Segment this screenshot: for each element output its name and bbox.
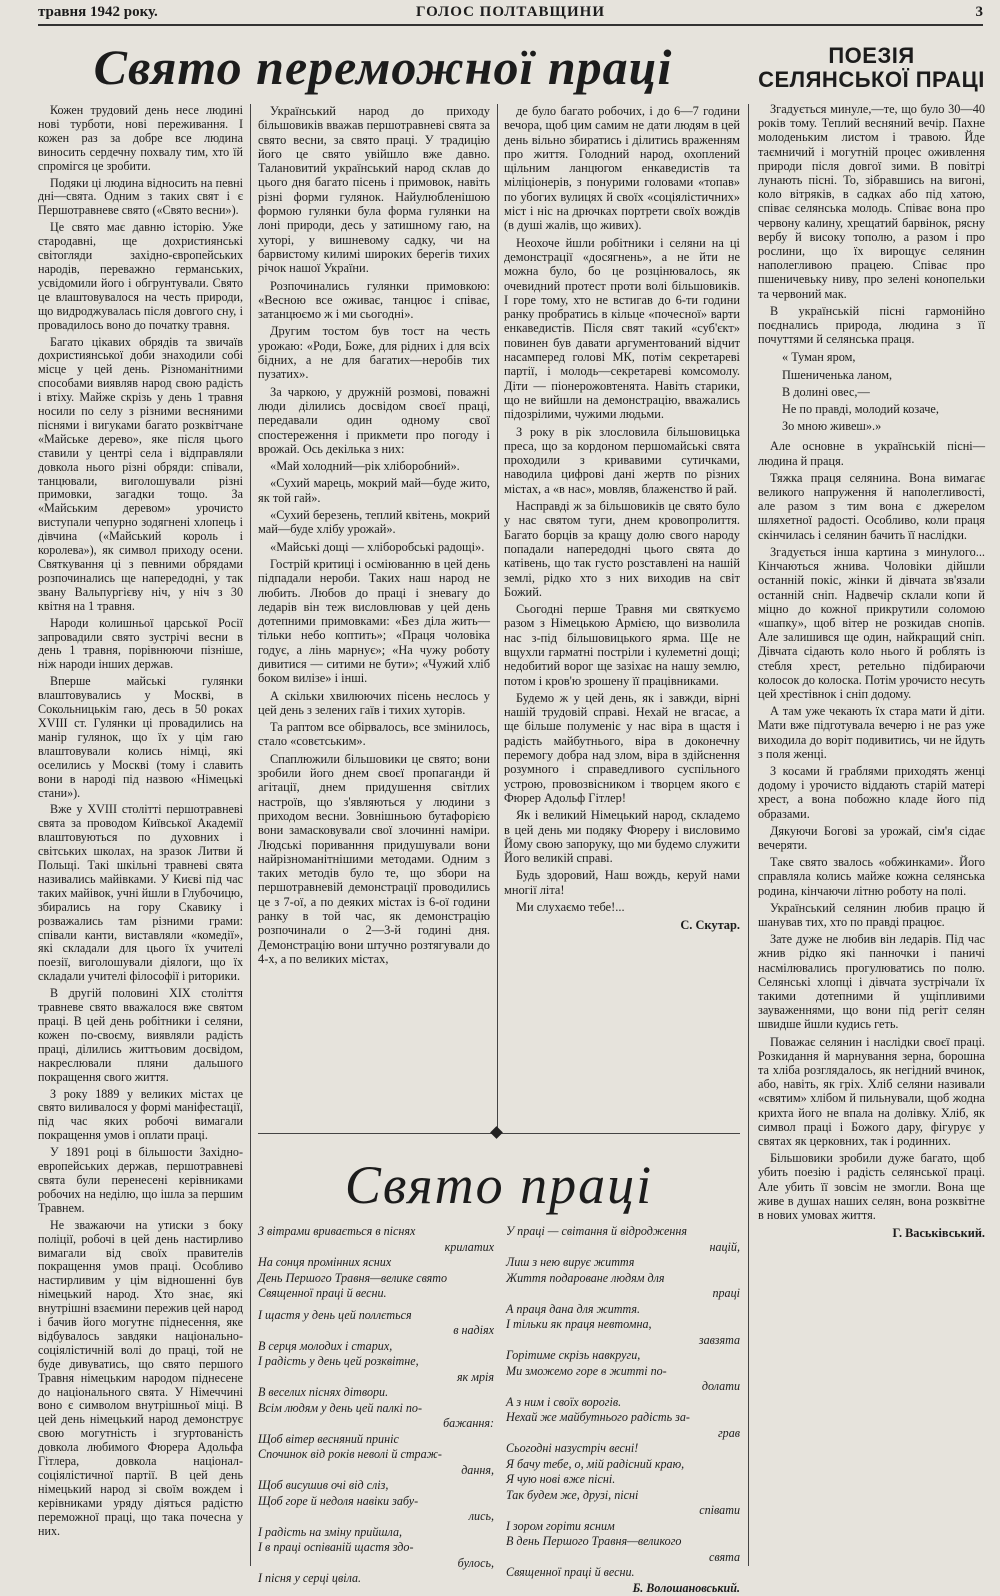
paragraph: Розпочинались гулянки примовкою: «Весною все оживає, танцює і співає, затанцюємо ж і ми сьогодні».	[258, 279, 490, 322]
folk-song-quote	[782, 350, 985, 433]
paragraph: Та раптом все обірвалось, все змінилось, стало «совєтським».	[258, 720, 490, 749]
paragraph: Вже у XVIII столітті першотравневі свята за проводом Київської Академії влаштовуються по духовних і світських школах, на зразок Литви й Польщі. Такі шкільні травневі свята називались майівками. У Києві під час таких майівок, учні йшли в Глубочицю, збирались на гору Скавику і розважались там різними грами: співали канти, виставляли «комедії», які складали для цього їх учителі поезії, виголошували діялоги, що їх складали учителі філософії і риторики.	[38, 803, 243, 984]
poem-line: праці	[506, 1286, 740, 1302]
poem-column-1	[258, 1224, 494, 1566]
poem-line: На сонця промінних ясних	[258, 1255, 494, 1271]
poetry-paragraphs-a	[758, 102, 985, 346]
poem-line: В серця молодих і старих,	[258, 1339, 494, 1355]
page-header	[38, 4, 983, 26]
paragraph: Більшовики зробили дуже багато, щоб убить поезію і радість селянської праці. Але убить її зовсім не змогли. Вона ще живе в душах наших селян, вона розквітне в нових умовах життя.	[758, 1151, 985, 1222]
poem-line: Горітиме скрізь навкруги,	[506, 1348, 740, 1364]
poem-column-2-lines	[506, 1224, 740, 1581]
verse-line: Пшениченька ланом,	[782, 368, 985, 382]
poem-line: долати	[506, 1379, 740, 1395]
poem-line: націй,	[506, 1240, 740, 1256]
poem-line: День Першого Травня—велике свято	[258, 1271, 494, 1287]
poem-line: І радість у день цей розквітне,	[258, 1354, 494, 1370]
poem-line: І щастя у день цей поллється	[258, 1308, 494, 1324]
poem-line: в надіях	[258, 1323, 494, 1339]
paragraph: Український народ до приходу більшовиків вважав першотравневі свята за свято весни, за свято праці. У традицію його це свято увійшло вже давно. Талановитий український народ склав до цього дня багато пісень і примовок, навіть різні форми гулянок. Найулюбленішою формою гулянки була форма гулянки на лоні природи, десь у затишному гаю, на хуторі, у вишневому садку, чи на барвистому килимі широких берегів тихих річок нашої України.	[258, 104, 490, 276]
article-column-2	[258, 104, 490, 1129]
poetry-article-column	[758, 104, 985, 1566]
paragraph: Гострій критиці і осміюванню в цей день підпадали нероби. Таких наш народ не любить. Любов до праці і зневагу до ледарів він теж висловлював у цей день дотепними примовками: «Без діла жить—тільки небо коптить»; «Праця чоловіка годує, а лінь марнує»; «На чужу роботу дивитися — ситими не бути»; «Чужий хліб боком вилізе» і інші.	[258, 557, 490, 686]
paragraph: Згадується минуле,—те, що було 30—40 років тому. Теплий весняний вечір. Пахне молоденьким листом і травою. Йде таємничий і могутній процес оживлення природи після довгої зими. В повітрі лунають пісні. То, зібравшись на вигоні, коло вітряків, в садках або під хатою, співає селянська молодь. Співає вона про червону калину, хрещатий барвінок, рясну вербу й високу тополю, а разом і про рослини, що їх вирощує селянин наполегливою працею. Співає про пшеничевьку ниву, про зелені конопельки та червоний мак.	[758, 102, 985, 301]
paragraph: де було багато робочих, і до 6—7 години вечора, щоб цим самим не дати людям в цей день вільно збиратись і ділитись враженням про життя. Голодний народ, охоплений щільним ланцюгом енкаведистів та міліціонерів, з понурими головами «топав» по убогих вулицях й своїх «соціялістичних» міст і ніс на дрючках портрети своїх вождів (в душі жалів, що живих).	[504, 104, 740, 233]
poem-line: Спочинок від років неволі й страж-	[258, 1447, 494, 1463]
paragraph: Це свято має давню історію. Уже стародавні, ще дохристиянські світогляди західно-європейських народів, переважно германських, усвідомили його і обгрунтували. Свято це влаштовувалося на честь природи, що видроджувалась після довгого сну, і провадилось воно до початку травня.	[38, 221, 243, 332]
poem-line: І тільки як праця невтомна,	[506, 1317, 740, 1333]
paragraph: Ми слухаємо тебе!...	[504, 900, 740, 914]
paragraph: Неохоче йшли робітники і селяни на ці демонстрації «досягнень», а не йти не можна було, бо це розцінювалось, як очевидний протест проти волі більшовиків. І горе тому, хто не встигав до 6-ти години ранку пробратись в кільце «почесної» варти енкаведистів. Після свят такий «суб'єкт» повинен був давати аргументований відчит насамперед голові МК, потім секретареві партії, і молодь—секретареві комсомолу. Діти — піонерожовтенята. Навіть старики, що не вийшли на демонстрацію, вважались підозрілими, чужими людьми.	[504, 236, 740, 422]
paragraph: Зате дуже не любив він ледарів. Під час жнив рідко які панночки і паничі насмілювались прогулюватись по полю. Селянські хлопці і дівчата зустрічали їх такими дотепними й ущіпливими зауваженнями, що вони під регіт селян швидше йшли кудись геть.	[758, 932, 985, 1031]
poem-line: У праці — світання й відродження	[506, 1224, 740, 1240]
verse-line: В долині овес,—	[782, 385, 985, 399]
poem-line: Щоб вітер весняний приніс	[258, 1432, 494, 1448]
paragraph: Сьогодні перше Травня ми святкуємо разом з Німецькою Армією, що визволила нас з-під більшовицького ярма. Ще не вщухли гарматні постріли і кулеметні дощі; недобитий ворог ще зазіхає на нашу землю, потом і кров'ю зрошену її працівниками.	[504, 602, 740, 688]
poem-line: Священної праці й весни.	[258, 1286, 494, 1302]
poem-line: завзята	[506, 1333, 740, 1349]
paragraph: Спаплюжили більшовики це свято; вони зробили його днем своєї пропаганди й агітації, днем придушення світлих настроїв, що з'являються у людини з приходом весни. Зовнішньою бутафорією вони замасковували свої злочинні наміри. Людські пориванння придушували вони найрізноманітнішими методами. Одним з таких методів було те, що збори на першотравневій демонстрації проводились це з 7-ої, а по деяких містах із 6-ої години ранку в той час, як демонстрацію розпочинали о 2—3-й годині дня. Демонстрацію вони штучно розтягували до 4-х, а по великих містах,	[258, 752, 490, 966]
paragraph: Багато цікавих обрядів та звичаїв дохристиянської доби знаходили собі місце у цей день. Різноманітними способами виявляв народ свою радість і втіху. Майже скрізь у день 1 травня носили по селу з різними весняними піснями і вигуками багато розквітчане «Майське дерево», яке після цього ставили у центрі села і відправляли довкола нього різні обряди: співали, танцювали, виголошували різні примовки, загадки тощо. За «Майським деревом» урочисто виступали чепурно зодягнені хлопець і дівчина («Майський король і королева»), як символ приходу осени. Святкування ці з певними обрядами розпочинались ще напередодні, у так звану Вальпургієву ніч, у ніч з 30 квітня на 1 травня.	[38, 336, 243, 614]
poem-line: співати	[506, 1503, 740, 1519]
paragraph: «Сухий березень, теплий квітень, мокрий май—буде хлібу урожай».	[258, 508, 490, 537]
paragraph: Насправді ж за більшовиків це свято було у нас святом туги, днем кровопролиття. Багато борців за кращу долю свого народу попадали напередодні цього свята до катівень, що так густо розставлені на нашій землі, рідко хто з них виходив на світ Божий.	[504, 499, 740, 599]
paragraph: А скільки хвилюючих пісень неслось у цей день з зелених гаїв і тихих хуторів.	[258, 689, 490, 718]
poem-line: Я бачу тебе, о, мій радісний краю,	[506, 1457, 740, 1473]
newspaper-title: ГОЛОС ПОЛТАВЩИНИ	[38, 4, 983, 21]
poem-line: свята	[506, 1550, 740, 1566]
paragraph: Народи колишньої царської Росії запровадили свято зустрічі весни в день 1 травня, порівнюючи пізніше, ніж народи інших держав.	[38, 617, 243, 673]
poem-line: В веселих піснях дітвори.	[258, 1385, 494, 1401]
paragraph: З року 1889 у великих містах це свято виливалося у формі маніфестації, під час яких робочі вимагали покращення умов і оплати праці.	[38, 1088, 243, 1144]
poem-line: Щоб висушив очі від сліз,	[258, 1478, 494, 1494]
paragraph: Будемо ж у цей день, як і завжди, вірні нашій трудовій справі. Нехай не вгасає, а ще більше полуменіє у нас віра в щастя і радість майбутнього, віра в доконечну перемогу добра над злом, віра в здійснення розумного і справедливого суспільного устрою, провозвісником і творцем якого є Фюрер Адольф Гітлер!	[504, 691, 740, 805]
poem-line: А з ним і своїх ворогів.	[506, 1395, 740, 1411]
verse-line: Зо мною живеш».»	[782, 419, 985, 433]
poem-line: Ми зможемо горе в житті по-	[506, 1364, 740, 1380]
divider-ornament	[490, 1126, 503, 1139]
poem-line: І радість на зміну прийшла,	[258, 1525, 494, 1541]
article-headline: Свято переможної праці	[78, 38, 688, 96]
poem-line: грав	[506, 1426, 740, 1442]
poem-line: бажання:	[258, 1416, 494, 1432]
poem-line: як мрія	[258, 1370, 494, 1386]
paragraph: «Май холодний—рік хліборобний».	[258, 459, 490, 473]
paragraph: Згадується інша картина з минулого... Кінчаються жнива. Чоловіки дійшли останній покіс, жінки й дівчата зв'язали останній сніп. Надвечір склали копи й міцно до кожної прикрутили соломою «шапку», щоб вітер не розкидав снопів. Але залишився ще один, найкращий сніп. Дівчата сідають коло нього й роблять із стебля хрест, ретельно підбираючи колосок до колоска. Потім урочисто несуть цей хрестівнок і сніп додому.	[758, 545, 985, 701]
poem-line: І пісня у серці цвіла.	[258, 1571, 494, 1587]
verse-line: « Туман яром,	[782, 350, 985, 364]
poem-line: І зором горіти ясним	[506, 1519, 740, 1535]
poem-line: З вітрами вривається в піснях	[258, 1224, 494, 1240]
poetry-paragraphs-b	[758, 439, 985, 1222]
poetry-article-title	[758, 44, 985, 92]
author-signature: С. Скутар.	[504, 918, 740, 932]
poem-title: Свято праці	[258, 1150, 740, 1220]
poem-line: Сьогодні назустріч весні!	[506, 1441, 740, 1457]
paragraph: Другим тостом був тост на честь урожаю: «Роди, Боже, для рідних і для всіх бідних, а не для багатих—неробів тих пузатих».	[258, 324, 490, 381]
paragraph: В українській пісні гармонійно поєднались природа, людина з її почуттями й селянська праця.	[758, 304, 985, 347]
paragraph: Тяжка праця селянина. Вона вимагає великого напруження й наполегливості, але разом з тим вона є джерелом шляхетної радості. Особливо, коли праця скінчилась і селянин бачить її наслідки.	[758, 471, 985, 542]
paragraph: З косами й граблями приходять женці додому і урочисто віддають старій матері хрест, а вона побожно кладе його під образами.	[758, 764, 985, 821]
poetry-title-line-1: ПОЕЗІЯ	[758, 44, 985, 68]
poem-line: І в праці оспіваній щастя здо-	[258, 1540, 494, 1556]
paragraph: Український селянин любив працю й шанував тих, хто по правді працює.	[758, 901, 985, 929]
poem-line: Я чую нові вже пісні.	[506, 1472, 740, 1488]
poem-author-signature: Б. Волошановський.	[506, 1581, 740, 1596]
paragraph: Таке свято звалось «обжинками». Його справляла колись майже кожна селянська родина, кінчаючи літню роботу на полі.	[758, 855, 985, 898]
poetry-author-signature: Г. Васьківський.	[758, 1226, 985, 1240]
poem-line: лись,	[258, 1509, 494, 1525]
column-rule	[250, 104, 251, 1566]
paragraph: У 1891 році в більшости Західно-европейських держав, першотравневі свята були перенесені керівниками робочих на неділю, що ішла за першим Травнем.	[38, 1146, 243, 1216]
poem-line: булось,	[258, 1556, 494, 1572]
paragraph: Поважає селянин і наслідки своєї праці. Розкидання й марнування зерна, борошна та хліба розглядалось, як негідний вчинок, або, навіть, як гріх. Хліб селяни називали «святим» хлібом й пильнували, щоб жодна крихта його не впала на долівку. Хліб, як символ праці і Божого дару, фігурує у святах як церковних, так і родинних.	[758, 1035, 985, 1149]
poem-line: Так будем же, друзі, пісні	[506, 1488, 740, 1504]
poem-column-2	[506, 1224, 740, 1566]
article-column-3-text	[504, 104, 740, 914]
poem-line: Священної праці й весни.	[506, 1565, 740, 1581]
poem-line: Нехай же майбутнього радість за-	[506, 1410, 740, 1426]
poem-line: Життя подароване людям для	[506, 1271, 740, 1287]
poem-line: крилатих	[258, 1240, 494, 1256]
poem-line: Всім людям у день цей палкі по-	[258, 1401, 494, 1417]
paragraph: Але основне в українській пісні—людина й праця.	[758, 439, 985, 467]
paragraph: Не зважаючи на утиски з боку поліції, робочі в цей день настирливо вимагали від своїх правителів покращення умов праці. Особливо настирливим у цім відношенні був німецький народ. Хто знає, які внутрішні взаємини пережив цей народ і бачив його могутнє піднесення, яке відбувалось завдяки національно-соціялістичній волі до праці, той не буде дивуватись, що свято першого Травня німецьким народом піднесене до національного свята. У Німеччині воно є символом внутрішньої міці. В цей день німецький народ демонструє свою могутність і згуртованість довкола любимого Фюрера Адольфа Гітлера, довкола націонал-соціялістичної партії. В цей день німецький народ зі своїм вождем і керівниками уряду діяться радістю переможної праці, що така почесна у них.	[38, 1219, 243, 1539]
poem-line: А праця дана для життя.	[506, 1302, 740, 1318]
paragraph: Будь здоровий, Наш вождь, керуй нами многії літа!	[504, 868, 740, 897]
page-number: 3	[976, 4, 984, 21]
article-column-3	[504, 104, 740, 1129]
poem-line: Щоб горе й недоля навіки забу-	[258, 1494, 494, 1510]
column-rule	[748, 104, 749, 1566]
paragraph: В другій половині XIX століття травневе свято вважалося вже святом праці. В цей день робітники і селяни, кожен по-своєму, виявляли радість праці, ділились життьовим досвідом, накреслювали пляни дальшого покращення свого життя.	[38, 987, 243, 1084]
column-rule	[497, 104, 498, 1129]
paragraph: А там уже чекають їх стара мати й діти. Мати вже підготувала вечерю і не раз уже виходила до воріт подивитись, чи не йдуть з поля женці.	[758, 704, 985, 761]
poetry-title-line-2: СЕЛЯНСЬКОЇ ПРАЦІ	[758, 68, 985, 92]
paragraph: «Сухий марець, мокрий май—буде жито, як той гай».	[258, 476, 490, 505]
paragraph: Подяки ці людина відносить на певні дні—свята. Одним з таких свят і є Першотравневе свято («Свято весни»).	[38, 177, 243, 219]
paragraph: Дякуючи Богові за урожай, сім'я сідає вечеряти.	[758, 824, 985, 852]
paragraph: «Майські дощі — хліборобські радощі».	[258, 540, 490, 554]
paragraph: Вперше майські гулянки влаштовувались у Москві, в Сокольницькім гаю, десь в 50 роках XVIII ст. Гулянки ці провадились на манір гулянок, що їх у цім гаю влаштовували колись німці, які оселились у Москві (тому і славить вони в народі під назвою «Німецькі стани»).	[38, 675, 243, 800]
issue-date: травня 1942 року.	[38, 4, 158, 21]
poem-line: дання,	[258, 1463, 494, 1479]
article-column-1	[38, 104, 243, 1566]
paragraph: За чаркою, у дружній розмові, поважні люди ділились досвідом своєї праці, передавали один одному свої спостереження і прикмети про погоду і врожай. Ось декілька з них:	[258, 385, 490, 456]
paragraph: Кожен трудовий день несе людині нові турботи, нові переживання. І кожен раз за добре все людина виносить сердечну похвалу тим, хто їй спромігся це зробити.	[38, 104, 243, 174]
poem-line: Лиш з нею вирує життя	[506, 1255, 740, 1271]
poem-line: В день Першого Травня—великого	[506, 1534, 740, 1550]
paragraph: Як і великий Німецький народ, складемо в цей день ми подяку Фюреру і висловимо Йому свою запоруку, що ми будемо служити Його великій справі.	[504, 808, 740, 865]
verse-line: Не по правді, молодий козаче,	[782, 402, 985, 416]
paragraph: З року в рік злословила більшовицька преса, що за кордоном першомайські свята проходили з кривавими сутичками, наводила цифрові дані жертв по різних містах, а «в нас», мовляв, блаженство й рай.	[504, 425, 740, 496]
